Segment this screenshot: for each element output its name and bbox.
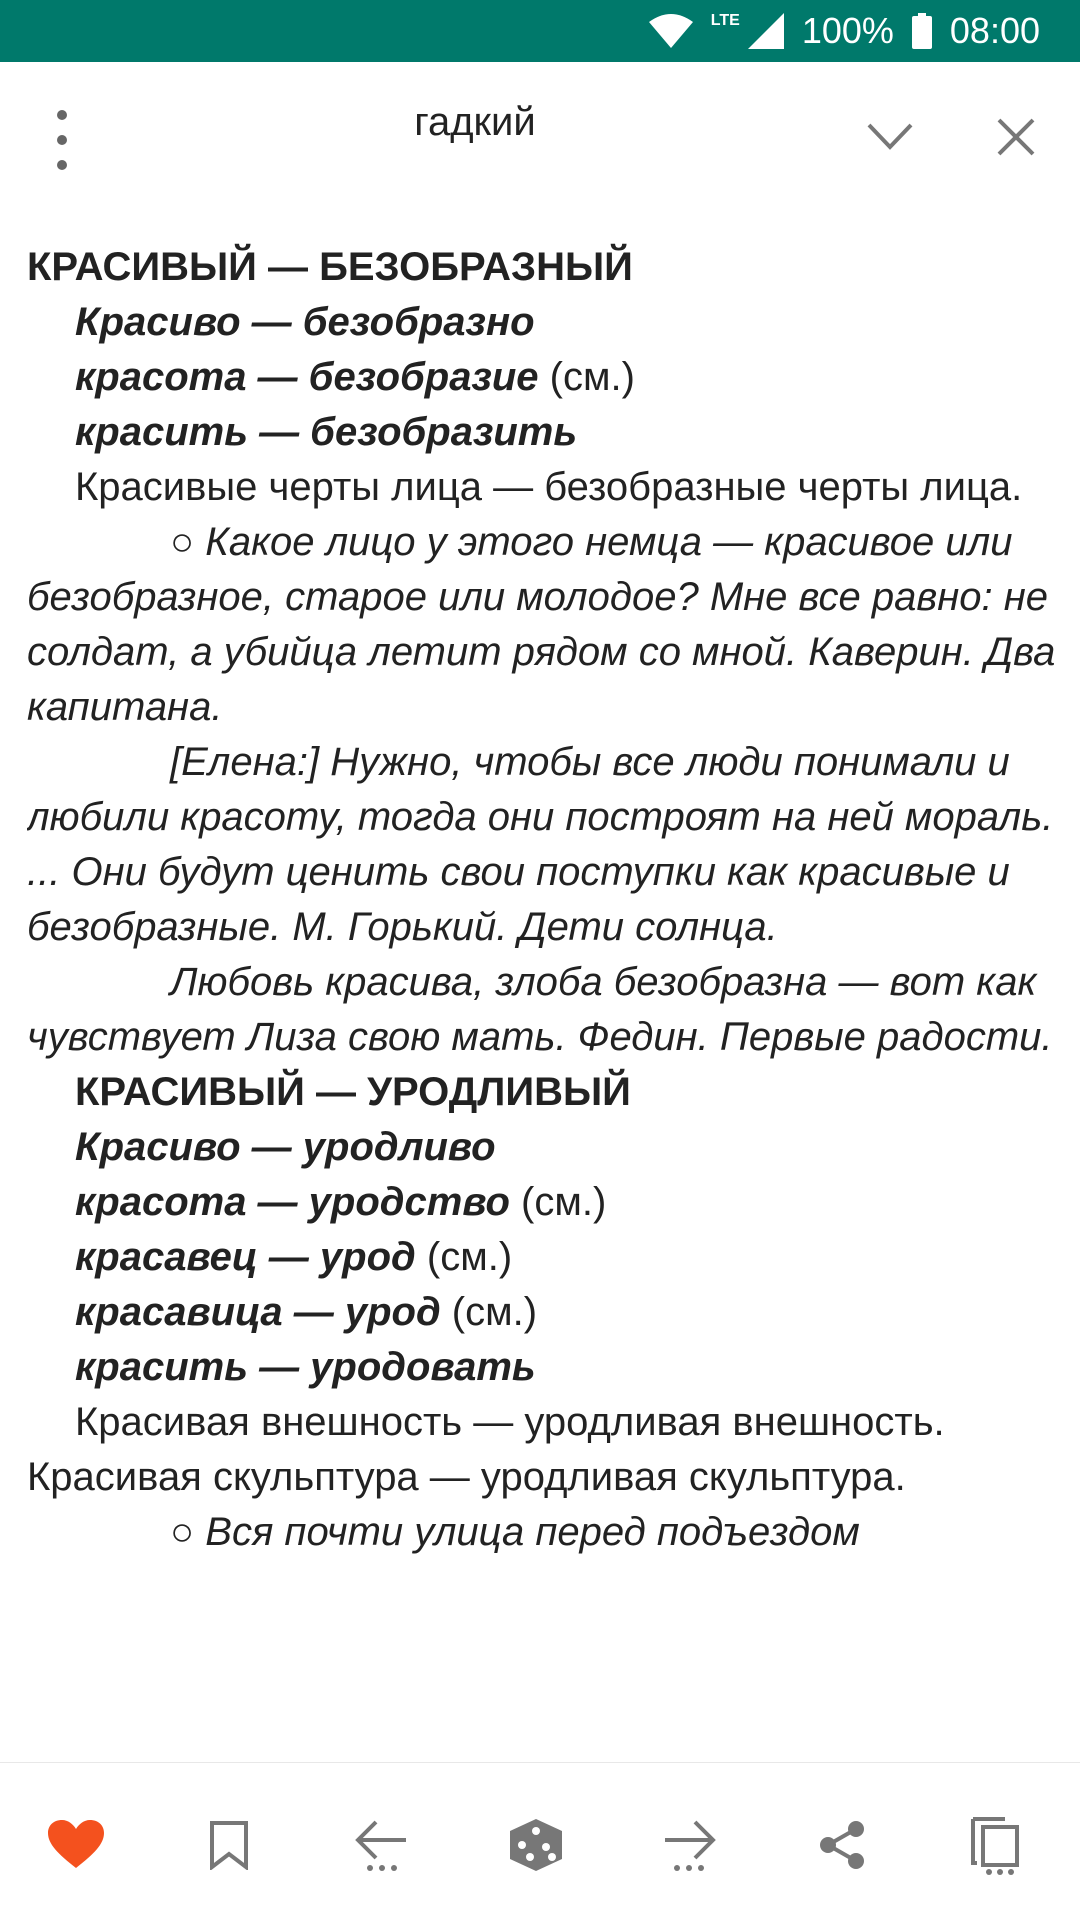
prev-entry-icon[interactable] <box>352 1815 412 1875</box>
quote-example: [Елена:] Нужно, чтобы все люди понимали и любили красоту, тогда они построят на ней мораль. ... Они будут ценить свои поступки как красивые и безобразные. М. Горький. Дети солнца. <box>27 740 1054 949</box>
share-icon[interactable] <box>812 1815 872 1875</box>
close-icon[interactable] <box>993 114 1039 160</box>
signal-icon <box>748 13 784 49</box>
word-pair: красота — уродство (см.) <box>75 1180 607 1224</box>
bottom-toolbar <box>0 1762 1080 1921</box>
word-pair: красавица — урод (см.) <box>75 1290 538 1334</box>
quote-example: ○ Какое лицо у этого немца — красивое или безобразное, старое или молодое? Мне все равно: не солдат, а убийца летит рядом со мной. Каверин. Два капитана. <box>27 520 1056 729</box>
word-pair: Красиво — уродливо <box>75 1125 496 1169</box>
copy-icon[interactable] <box>965 1815 1025 1875</box>
word-pair: Красиво — безобразно <box>75 300 535 344</box>
search-query[interactable]: гадкий <box>414 100 536 144</box>
wifi-icon <box>649 14 693 48</box>
quote-example: Любовь красива, злоба безобразна — вот как чувствует Лиза свою мать. Федин. Первые радости. <box>27 960 1053 1059</box>
word-pair: красить — уродовать <box>75 1345 536 1389</box>
word-pair: красавец — урод (см.) <box>75 1235 513 1279</box>
entry-heading: КРАСИВЫЙ — УРОДЛИВЫЙ <box>75 1070 631 1114</box>
entry-heading: КРАСИВЫЙ — БЕЗОБРАЗНЫЙ <box>27 245 633 289</box>
clock: 08:00 <box>949 10 1040 51</box>
usage-example: Красивые черты лица — безобразные черты лица. <box>75 465 1023 509</box>
network-type: LTE <box>710 12 740 29</box>
battery-level: 100% <box>801 10 894 51</box>
favorite-heart-icon[interactable] <box>46 1815 106 1875</box>
usage-example: Красивая внешность — уродливая внешность. Красивая скульптура — уродливая скульптура. <box>27 1400 945 1499</box>
top-bar <box>0 62 1080 212</box>
random-dice-icon[interactable] <box>506 1815 566 1875</box>
entry-content <box>27 240 1057 1762</box>
battery-icon <box>912 13 932 49</box>
word-pair: красить — безобразить <box>75 410 578 454</box>
chevron-down-icon[interactable] <box>865 117 915 157</box>
status-bar <box>0 0 1080 62</box>
quote-example: ○ Вся почти улица перед подъездом <box>170 1510 860 1554</box>
word-pair: красота — безобразие (см.) <box>75 355 635 399</box>
bookmark-icon[interactable] <box>199 1815 259 1875</box>
next-entry-icon[interactable] <box>659 1815 719 1875</box>
